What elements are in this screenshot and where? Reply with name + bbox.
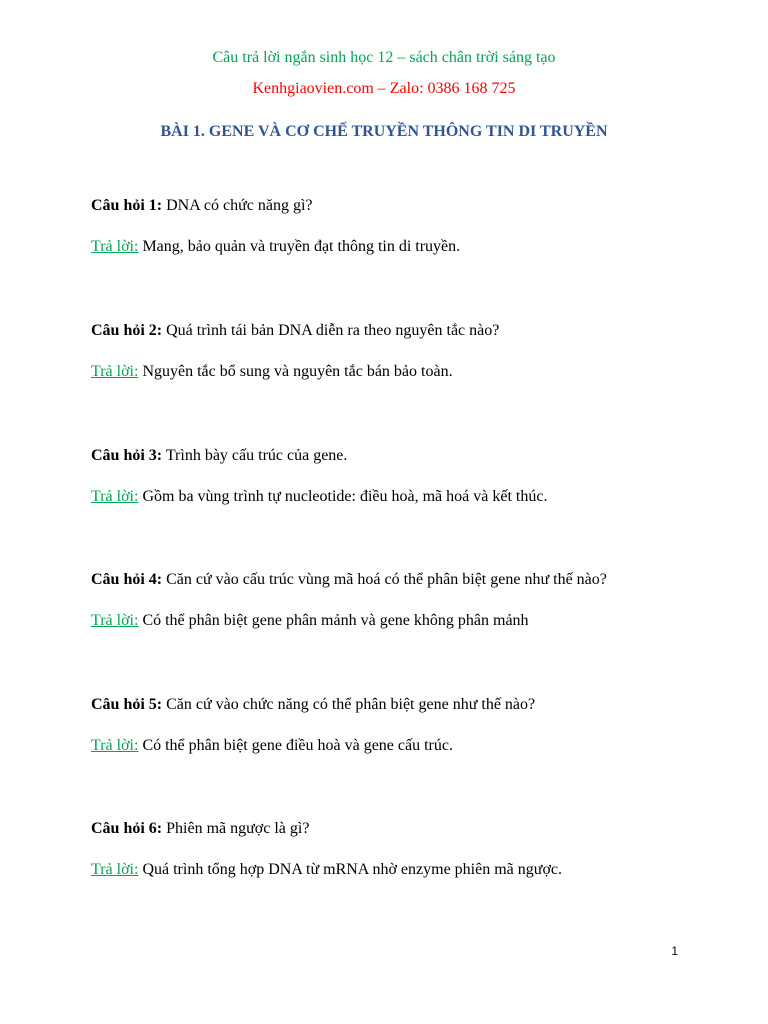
answer-4: [91, 611, 731, 631]
answer-label: Trả lời:: [91, 488, 139, 505]
answer-text: Mang, bảo quản và truyền đạt thông tin di truyền.: [138, 238, 461, 255]
question-label: Câu hỏi 3:: [91, 447, 163, 464]
answer-text: Có thể phân biệt gene điều hoà và gene cấu trúc.: [138, 737, 453, 754]
question-1: [91, 196, 731, 216]
answer-label: Trả lời:: [91, 737, 139, 754]
qa-item-4: [91, 570, 731, 631]
question-3: [91, 446, 731, 466]
answer-text: Có thể phân biệt gene phân mảnh và gene không phân mảnh: [138, 612, 529, 629]
question-label: Câu hỏi 4:: [91, 571, 163, 588]
answer-2: [91, 362, 731, 382]
answer-1: [91, 237, 731, 257]
question-2: [91, 321, 731, 341]
answer-text: Gồm ba vùng trình tự nucleotide: điều hoà, mã hoá và kết thúc.: [138, 488, 548, 505]
question-text: Trình bày cấu trúc của gene.: [162, 447, 348, 464]
question-text: Quá trình tái bản DNA diễn ra theo nguyên tắc nào?: [162, 322, 500, 339]
answer-label: Trả lời:: [91, 363, 139, 380]
question-label: Câu hỏi 2:: [91, 322, 163, 339]
qa-item-3: [91, 446, 731, 507]
answer-label: Trả lời:: [91, 238, 139, 255]
answer-text: Nguyên tắc bổ sung và nguyên tắc bán bảo toàn.: [138, 363, 453, 380]
qa-item-2: [91, 321, 731, 382]
question-text: DNA có chức năng gì?: [162, 197, 313, 214]
question-label: Câu hỏi 6:: [91, 820, 163, 837]
question-text: Căn cứ vào cấu trúc vùng mã hoá có thể phân biệt gene như thế nào?: [162, 571, 607, 588]
question-label: Câu hỏi 5:: [91, 696, 163, 713]
question-6: [91, 819, 731, 839]
question-label: Câu hỏi 1:: [91, 197, 163, 214]
question-text: Căn cứ vào chức năng có thể phân biệt gene như thế nào?: [162, 696, 536, 713]
qa-item-5: [91, 695, 731, 756]
qa-item-1: [91, 196, 731, 257]
page-number: 1: [671, 944, 678, 958]
answer-5: [91, 736, 731, 756]
question-5: [91, 695, 731, 715]
answer-label: Trả lời:: [91, 861, 139, 878]
answer-6: [91, 860, 731, 880]
qa-item-6: [91, 819, 731, 880]
lesson-title: BÀI 1. GENE VÀ CƠ CHẾ TRUYỀN THÔNG TIN DI TRUYỀN: [160, 123, 608, 140]
question-4: [91, 570, 731, 590]
answer-text: Quá trình tổng hợp DNA từ mRNA nhờ enzyme phiên mã ngược.: [138, 861, 562, 878]
answer-3: [91, 487, 731, 507]
document-contact: Kenhgiaovien.com – Zalo: 0386 168 725: [252, 80, 516, 97]
document-subtitle: Câu trả lời ngắn sinh học 12 – sách chân trời sáng tạo: [212, 49, 556, 66]
question-text: Phiên mã ngược là gì?: [162, 820, 310, 837]
answer-label: Trả lời:: [91, 612, 139, 629]
